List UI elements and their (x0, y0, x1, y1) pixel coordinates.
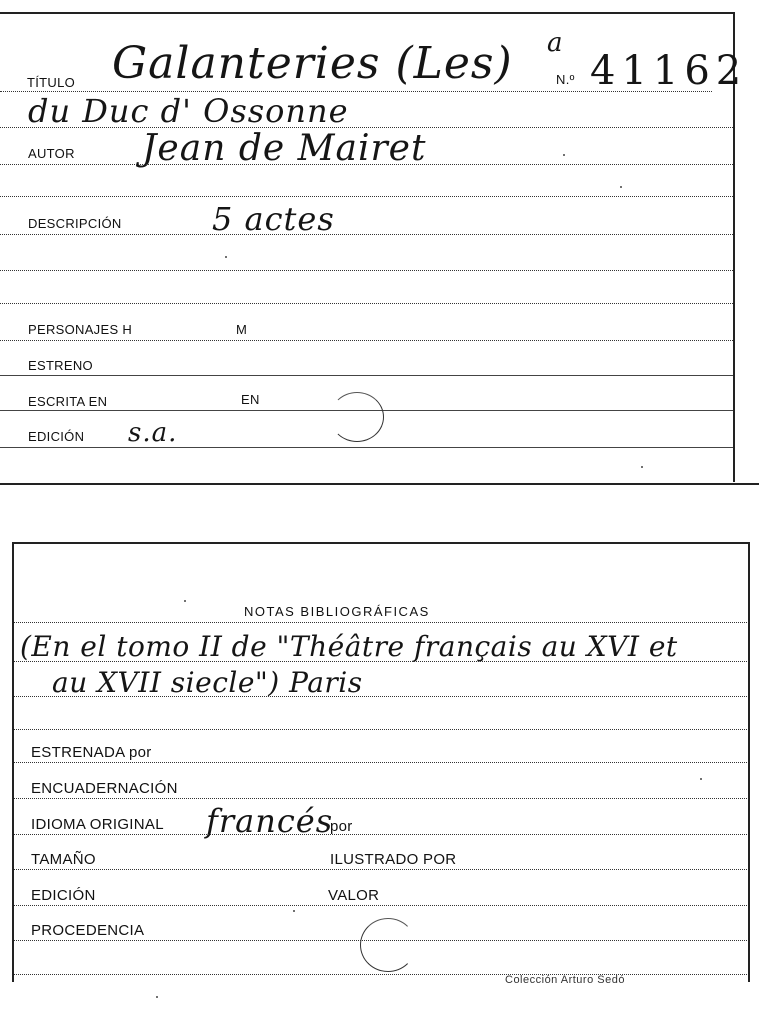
idioma-value: francés (206, 802, 334, 840)
notas-line-4 (14, 729, 747, 730)
autor-line-2 (0, 196, 733, 197)
personajes-label: PERSONAJES H (28, 322, 133, 337)
notas-line (14, 622, 747, 623)
procedencia-line-2 (14, 974, 747, 975)
estreno-line (0, 375, 733, 376)
edicion-value: s.a. (128, 418, 178, 448)
descripcion-line-3 (0, 303, 733, 304)
estreno-label: ESTRENO (28, 358, 93, 373)
punch-hole-mark (360, 918, 416, 972)
notas-value-line-1: (En el tomo II de "Théâtre français au XVI et (20, 630, 678, 663)
descripcion-line-2 (0, 270, 733, 271)
valor-label: VALOR (328, 887, 380, 904)
speck (156, 996, 158, 998)
descripcion-line (0, 234, 733, 235)
estrenada-label: ESTRENADA por (31, 744, 152, 761)
notas-value-line-2: au XVII siecle") Paris (52, 666, 363, 699)
punch-hole-mark (330, 392, 384, 442)
speck (225, 256, 227, 258)
titulo-value: Galanteries (Les) (112, 38, 513, 89)
autor-label: AUTOR (28, 146, 75, 161)
speck (563, 154, 565, 156)
encuadernacion-label: ENCUADERNACIÓN (31, 780, 178, 797)
tamano-label: TAMAÑO (31, 851, 96, 868)
personajes-line (0, 340, 733, 341)
titulo-value-continued: du Duc d' Ossonne (28, 92, 349, 130)
edicion-line (0, 447, 733, 448)
idioma-line (14, 834, 747, 835)
speck (620, 186, 622, 188)
titulo-label: TÍTULO (27, 75, 76, 90)
catalog-number-label: N.º (556, 72, 575, 87)
card-top-edge (0, 12, 735, 14)
catalog-card-front (0, 0, 759, 492)
autor-value: Jean de Mairet (142, 128, 427, 169)
por-label: por (330, 818, 353, 835)
card-top-edge (12, 542, 749, 544)
procedencia-label: PROCEDENCIA (31, 922, 145, 939)
tamano-line (14, 869, 747, 870)
encuadernacion-line (14, 798, 747, 799)
descripcion-value: 5 actes (212, 200, 335, 238)
notas-heading: NOTAS BIBLIOGRÁFICAS (244, 604, 430, 619)
idioma-label: IDIOMA ORIGINAL (31, 816, 164, 833)
speck (641, 466, 643, 468)
collection-credit: Colección Arturo Sedó (505, 974, 625, 986)
escrita-label: ESCRITA EN (28, 394, 108, 409)
autor-line (0, 164, 733, 165)
speck (293, 910, 295, 912)
escrita-en-label: EN (241, 392, 260, 407)
descripcion-label: DESCRIPCIÓN (28, 216, 122, 231)
notas-line-2 (14, 661, 747, 662)
speck (700, 778, 702, 780)
estrenada-line (14, 762, 747, 763)
notas-line-3 (14, 696, 747, 697)
card-right-edge (748, 542, 750, 982)
edicion-label-2: EDICIÓN (31, 887, 96, 904)
edicion-label: EDICIÓN (28, 429, 85, 444)
catalog-number: 41162 (590, 48, 748, 94)
edicion-line-2 (14, 905, 747, 906)
catalog-letter: a (547, 28, 564, 58)
personajes-m-label: M (236, 322, 248, 337)
speck (184, 600, 186, 602)
card-bottom-edge (0, 483, 759, 485)
catalog-card-back (0, 538, 759, 1028)
ilustrado-label: ILUSTRADO POR (330, 851, 457, 868)
